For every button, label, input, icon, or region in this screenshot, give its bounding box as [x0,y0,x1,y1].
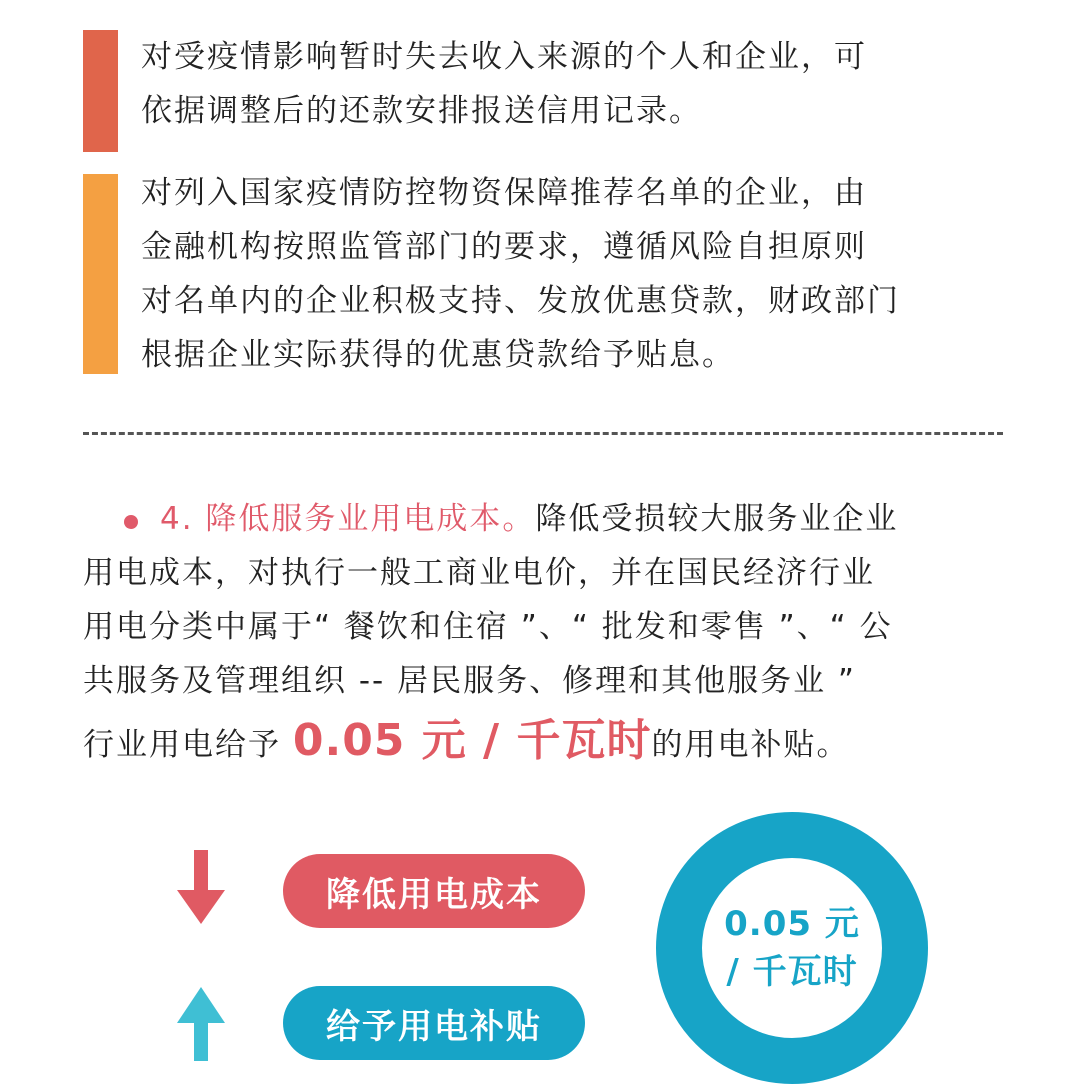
paragraph-line: 对受疫情影响暂时失去收入来源的个人和企业，可 [141,39,867,75]
paragraph-line: 金融机构按照监管部门的要求，遵循风险自担原则 [141,229,867,265]
accent-bar-orange-red [83,30,118,152]
section-text: 共服务及管理组织 -- 居民服务、修理和其他服务业 ” [83,663,856,699]
pill-give-subsidy: 给予用电补贴 [283,986,585,1060]
subsidy-rate-ring [656,812,928,1084]
arrow-down-icon [177,850,225,926]
paragraph-line: 对列入国家疫情防控物资保障推荐名单的企业，由 [141,175,867,211]
section-text: 的用电补贴。 [651,727,850,763]
paragraph-credit-records [141,30,867,138]
paragraph-line: 对名单内的企业积极支持、发放优惠贷款，财政部门 [141,283,900,319]
section-text: 行业用电给予 [83,727,293,763]
arrow-up-icon [177,985,225,1061]
ring-unit: / 千瓦时 [726,952,858,992]
dashed-divider [83,432,1003,435]
section-heading: 4. 降低服务业用电成本。 [160,501,536,537]
paragraph-line: 根据企业实际获得的优惠贷款给予贴息。 [141,337,735,373]
subsidy-amount-highlight: 0.05 元 / 千瓦时 [292,715,652,766]
ring-value: 0.05 元 [724,904,860,944]
section-text: 降低受损较大服务业企业 [535,501,899,537]
section-electricity-cost [83,492,1023,772]
paragraph-line: 依据调整后的还款安排报送信用记录。 [141,93,702,129]
section-text: 用电成本，对执行一般工商业电价，并在国民经济行业 [83,555,875,591]
accent-bar-orange [83,174,118,374]
pill-reduce-cost: 降低用电成本 [283,854,585,928]
paragraph-preferential-loans [141,166,900,382]
section-text: 用电分类中属于“ 餐饮和住宿 ”、“ 批发和零售 ”、“ 公 [83,609,893,645]
